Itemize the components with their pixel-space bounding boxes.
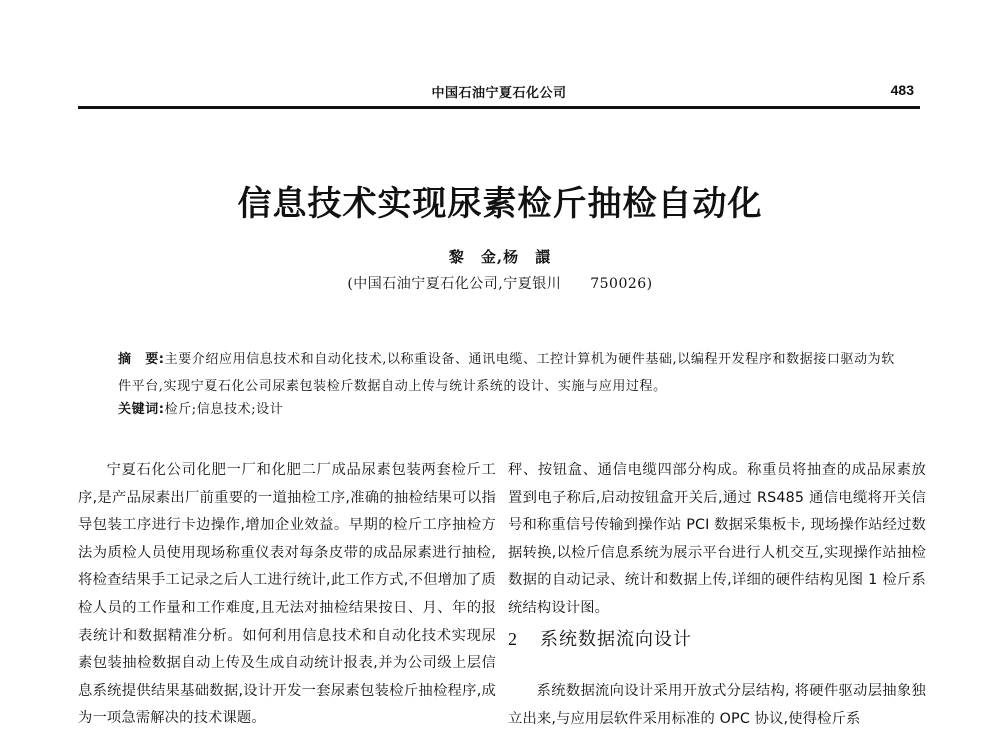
- body-right-column-bottom: 系统数据流向设计采用开放式分层结构, 将硬件驱动层抽象独立出来,与应用层软件采用标准的 OPC 协议,使得检斤系: [508, 683, 926, 727]
- keywords-label: 关键词:: [118, 402, 165, 417]
- page-number: 483: [890, 82, 914, 98]
- running-header: [78, 80, 920, 104]
- abstract: [118, 346, 908, 400]
- journal-name: 中国石油宁夏石化公司: [431, 86, 567, 101]
- section-number: 2: [508, 629, 518, 649]
- keywords: [118, 399, 908, 421]
- body-left-column: 宁夏石化公司化肥一厂和化肥二厂成品尿素包装两套检斤工序,是产品尿素出厂前重要的一道抽检工序,准确的抽检结果可以指导包装工序进行卡边操作,增加企业效益。早期的检斤工序抽检方法为质检人员使用现场称重仪表对每条皮带的成品尿素进行抽检,将检查结果手工记录之后人工进行统计,此工作方式,不但增加了质检人员的工作量和工作难度,且无法对抽检结果按日、月、年的报表统计和数据精准分析。如何利用信息技术和自动化技术实现尿素包装抽检数据自动上传及生成自动统计报表,并为公司级上层信息系统提供结果基础数据,设计开发一套尿素包装检斤抽检程序,成为一项急需解决的技术课题。: [78, 462, 496, 727]
- section-title: 系统数据流向设计: [540, 629, 692, 650]
- abstract-text: 主要介绍应用信息技术和自动化技术,以称重设备、通讯电缆、工控计算机为硬件基础,以编程开发程序和数据接口驱动为软件平台,实现宁夏石化公司尿素包装检斤数据自动上传与统计系统的设计、实施与应用过程。: [118, 352, 895, 394]
- body-right-column-top: 秤、按钮盒、通信电缆四部分构成。称重员将抽查的成品尿素放置到电子称后,启动按钮盒开关后,通过 RS485 通信电缆将开关信号和称重信号传输到操作站 PCI 数据采集板卡, 现场操作站经过数据转换,以检斤信息系统为展示平台进行人机交互,实现操作站抽检数据的自动记录、统计和数据上传,详细的硬件结构见图 1 检斤系统结构设计图。: [508, 462, 926, 616]
- affiliation: (中国石油宁夏石化公司,宁夏银川 750026): [347, 276, 653, 292]
- abstract-label: 摘 要:: [118, 352, 165, 367]
- section-heading-2: [508, 625, 692, 651]
- keywords-text: 检斤;信息技术;设计: [164, 402, 284, 417]
- header-rule: [78, 106, 920, 109]
- article-title: 信息技术实现尿素检斤抽检自动化: [237, 184, 763, 224]
- authors: 黎 金,杨 譞: [448, 248, 552, 266]
